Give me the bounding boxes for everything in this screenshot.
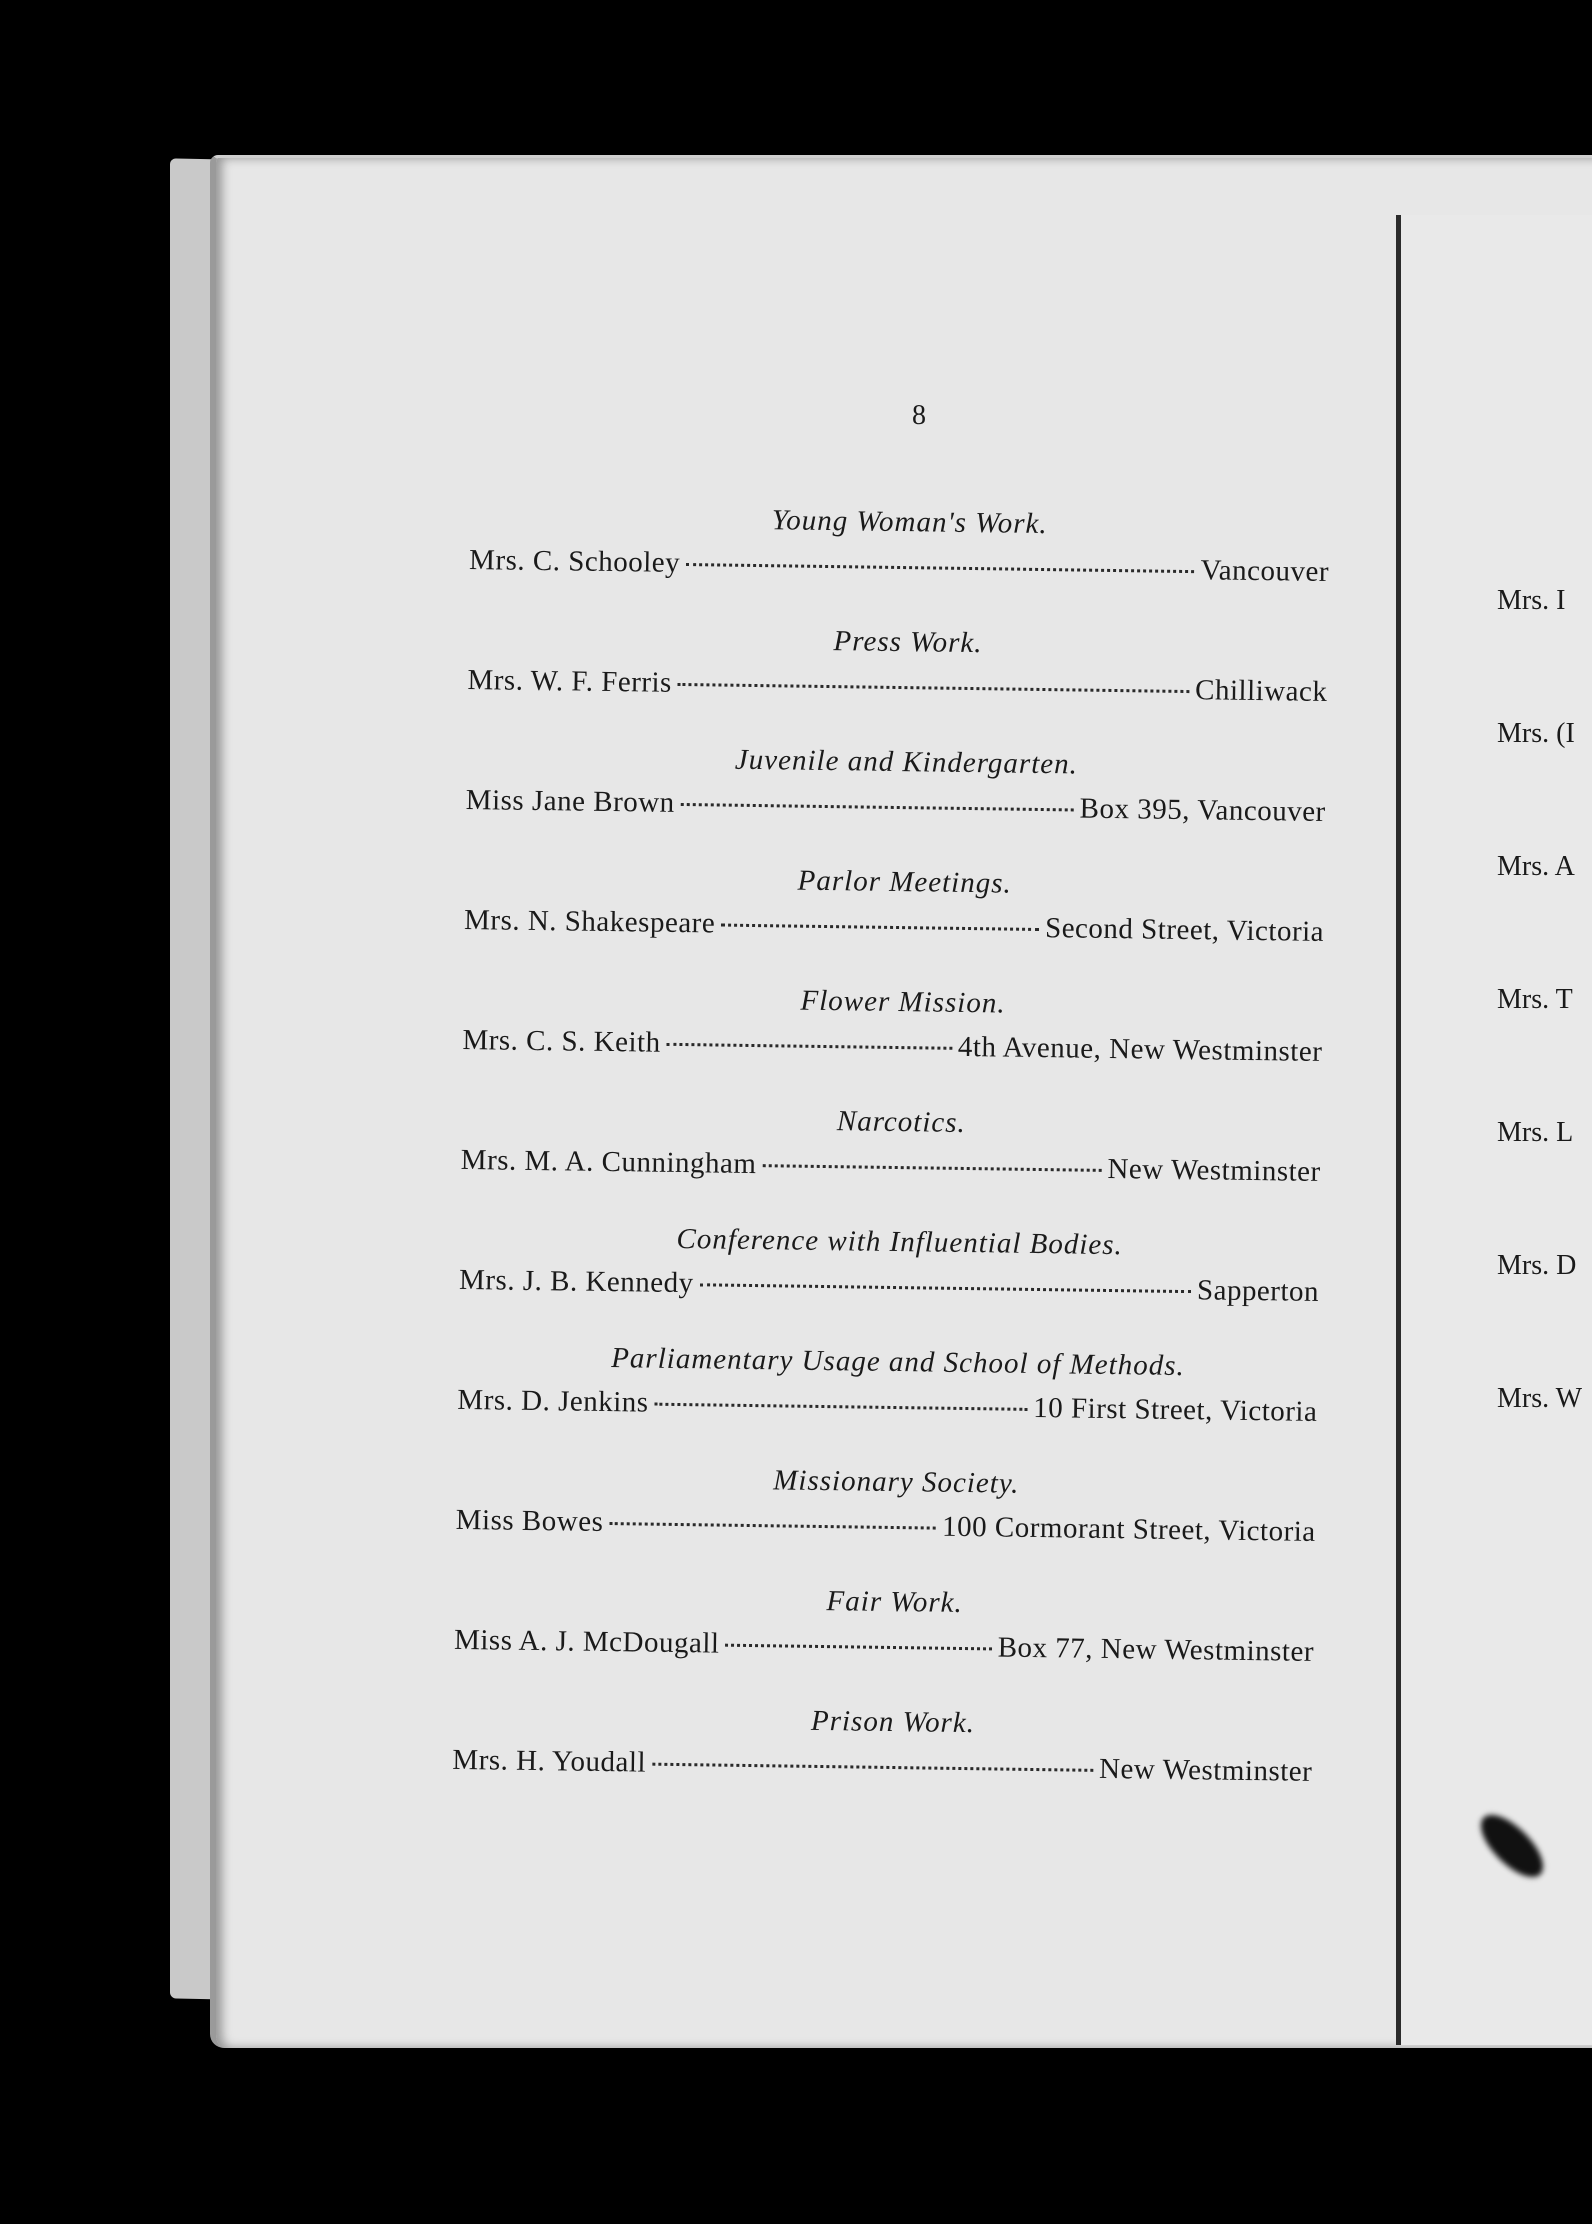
entry-place: Vancouver [1200,554,1330,589]
entry-heading: Juvenile and Kindergarten. [734,743,1079,781]
entry [465,740,1347,872]
entry-place: 10 First Street, Victoria [1033,1391,1318,1428]
entry-place: 4th Avenue, New Westminster [957,1030,1323,1068]
entry [455,1460,1337,1592]
right-page-item: Mrs. I [1497,585,1566,616]
entry [460,1100,1342,1232]
dot-leader [686,563,1194,573]
entry-heading: Narcotics. [836,1105,967,1139]
entries-list [452,500,1350,1832]
entry-heading: Conference with Influential Bodies. [676,1222,1124,1262]
entry-name: Mrs. W. F. Ferris [467,663,673,699]
entry-name: Miss Bowes [455,1503,604,1538]
entry-name: Miss A. J. McDougall [453,1623,720,1660]
entry-heading: Missionary Society. [773,1464,1020,1500]
dot-leader [609,1522,936,1530]
entry [458,1220,1340,1352]
entry [457,1340,1339,1472]
entry-name: Mrs. D. Jenkins [457,1383,649,1419]
dot-leader [652,1763,1093,1772]
entry-name: Mrs. N. Shakespeare [463,903,716,940]
entry [463,860,1345,992]
entry-place: 100 Cormorant Street, Victoria [941,1510,1316,1548]
entry-place: Box 395, Vancouver [1079,792,1326,828]
dot-leader [678,683,1189,693]
entry-heading: Young Woman's Work. [771,504,1048,541]
right-page-item: Mrs. T [1497,984,1573,1015]
right-page-item: Mrs. A [1497,851,1575,882]
entry-name: Miss Jane Brown [465,783,675,819]
entry-heading: Parlor Meetings. [797,864,1012,900]
dot-leader [667,1043,952,1050]
dot-leader [762,1164,1101,1172]
entry-heading: Flower Mission. [800,984,1006,1020]
entry-heading: Fair Work. [826,1585,963,1619]
entry-name: Mrs. M. A. Cunningham [460,1143,757,1181]
entry-heading: Prison Work. [810,1704,976,1740]
right-page-item: Mrs. D [1497,1250,1577,1281]
entry-heading: Press Work. [833,625,983,660]
entry [468,500,1350,632]
entry [467,620,1349,752]
page-gutter [1396,215,1401,2045]
entry-name: Mrs. J. B. Kennedy [458,1263,694,1300]
entry-place: Sapperton [1196,1274,1320,1308]
entry-place: Second Street, Victoria [1044,912,1325,948]
entry-name: Mrs. H. Youdall [452,1743,647,1779]
dot-leader [655,1403,1028,1411]
entry-heading: Parliamentary Usage and School of Methods. [610,1342,1185,1383]
dot-leader [700,1283,1191,1293]
entry-place: Chilliwack [1194,674,1328,708]
entry-place: New Westminster [1098,1752,1313,1788]
entry-place: Box 77, New Westminster [997,1631,1315,1668]
entry-name: Mrs. C. S. Keith [462,1023,661,1059]
dot-leader [681,803,1074,811]
dot-leader [721,924,1039,931]
entry-place: New Westminster [1107,1152,1321,1188]
page-number: 8 [912,400,926,431]
entry [452,1700,1334,1832]
entry [453,1580,1335,1712]
right-page-item: Mrs. L [1497,1117,1574,1148]
dot-leader [725,1644,991,1651]
entry [462,980,1344,1112]
right-page-item: Mrs. W [1497,1383,1583,1414]
entry-name: Mrs. C. Schooley [468,543,681,579]
right-page-item: Mrs. (I [1497,718,1575,749]
